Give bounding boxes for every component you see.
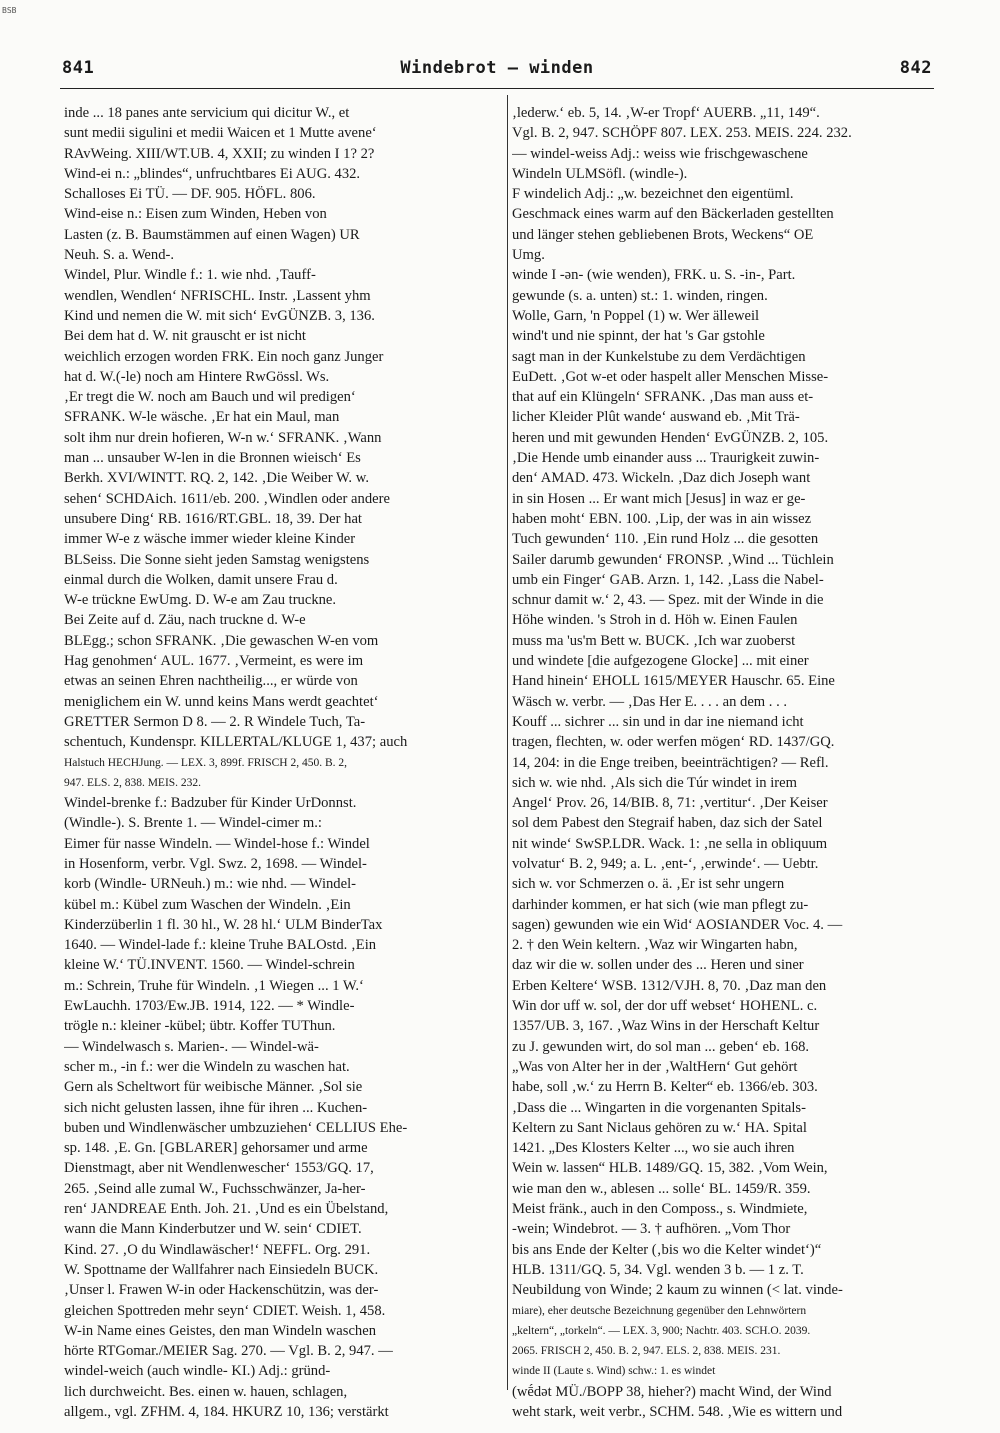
text-line: ‚lederw.‘ eb. 5, 14. ‚W-er Tropf‘ AUERB. „11, 149“. <box>512 105 820 121</box>
text-line: habe, soll ‚w.‘ zu Herrn B. Kelter“ eb. 1366/eb. 303. <box>512 1079 818 1096</box>
text-line: BLEgg.; schon SFRANK. ‚Die gewaschen W-en vom <box>64 632 379 649</box>
text-line: lich durchweicht. Bes. einen w. hauen, schlagen, <box>64 1383 348 1400</box>
text-line: licher Kleider Plût wande‘ auswand eb. ‚Mit Trä- <box>512 409 800 426</box>
text-line: — windel-weiss Adj.: weiss wie frischgewaschene <box>512 145 808 162</box>
text-line: winde II (Laute s. Wind) schw.: 1. es windet <box>512 1365 716 1378</box>
text-line: Wind-ei n.: „blindes“, unfruchtbares Ei AUG. 432. <box>64 165 361 182</box>
text-line: Schalloses Ei TÜ. — DF. 905. HÖFL. 806. <box>64 186 316 203</box>
text-line: Lasten (z. B. Baumstämmen auf einen Wagen) UR <box>64 226 360 243</box>
text-line: ‚Er tregt die W. noch am Bauch und wil predigen‘ <box>64 389 356 406</box>
text-line: BLSeiss. Die Sonne sieht jeden Samstag wenigstens <box>64 551 370 568</box>
text-line: weichlich erzogen worden FRK. Ein noch ganz Junger <box>64 348 384 365</box>
text-line: — Windelwasch s. Marien-. — Windel-wä- <box>64 1038 319 1055</box>
text-line: sol dem Pabest den Stegraif haben, daz sich der Satel <box>512 815 823 832</box>
text-line: (Windle-). S. Brente 1. — Windel-cimer m.: <box>64 815 322 832</box>
text-line: Neubildung von Winde; 2 kaum zu winnen (< lat. vinde- <box>512 1282 843 1299</box>
text-line: W-e trückne EwUmg. D. W-e am Zau truckne. <box>64 592 337 609</box>
text-line: schentuch, Kundenspr. KILLERTAL/KLUGE 1, 437; auch <box>64 734 408 751</box>
text-line: (wḗdǝt MÜ./BOPP 38, hieher?) macht Wind, der Wind <box>512 1383 832 1400</box>
text-line: ren‘ JANDREAE Enth. Joh. 21. ‚Und es ein Übelstand, <box>64 1201 389 1218</box>
text-line: Kinderzüberlin 1 fl. 30 hl., W. 28 hl.‘ ULM BinderTax <box>64 916 383 933</box>
text-line: Berkh. XVI/WINTT. RQ. 2, 142. ‚Die Weiber W. w. <box>64 470 369 487</box>
text-line: Kouff ... sichrer ... sin und in dar ine niemand icht <box>512 713 804 730</box>
text-line: wie man den w., ablesen ... solle‘ BL. 1459/R. 359. <box>512 1180 811 1197</box>
text-line: sich w. vor Schmerzen o. ä. ‚Er ist sehr ungern <box>512 876 785 893</box>
text-line: windel-weich (auch windle- KI.) Adj.: gründ- <box>64 1363 331 1380</box>
text-line: trögle n.: kleiner -kübel; übtr. Koffer TUThun. <box>64 1018 336 1035</box>
text-line: sehen‘ SCHDAich. 1611/eb. 200. ‚Windlen oder andere <box>64 490 390 507</box>
text-line: -wein; Windebrot. — 3. † aufhören. „Vom Thor <box>512 1221 791 1238</box>
text-line: Windel, Plur. Windle f.: 1. wie nhd. ‚Tauff- <box>64 267 316 284</box>
text-line: scher m., -in f.: wer die Windeln zu waschen hat. <box>64 1058 350 1075</box>
page-header <box>62 58 932 84</box>
text-line: Kind. 27. ‚O du Windlawäscher!‘ NEFFL. Org. 291. <box>64 1241 371 1258</box>
text-line: gewunde (s. a. unten) st.: 1. winden, ringen. <box>512 287 768 304</box>
text-line: Hand hinein‘ EHOLL 1615/MEYER Hauschr. 65. Eine <box>512 673 835 690</box>
text-line: den‘ AMAD. 473. Wickeln. ‚Daz dich Joseph want <box>512 470 811 487</box>
text-line: „Was von Alter her in der ‚WaltHern‘ Gut gehört <box>512 1058 798 1075</box>
text-line: Sailer darumb gewunden‘ FRONSP. ‚Wind ... Tüchlein <box>512 551 834 568</box>
text-line: haben moht‘ EBN. 100. ‚Lip, der was in ain wissez <box>512 510 812 527</box>
header-rule <box>60 88 934 89</box>
text-line: 2. † den Wein keltern. ‚Waz wir Wingarten habn, <box>512 937 798 954</box>
text-line: winde I -ǝn- (wie wenden), FRK. u. S. -in-, Part. <box>512 267 796 284</box>
text-line: EwLauchh. 1703/Ew.JB. 1914, 122. — * Windle- <box>64 998 355 1015</box>
text-line: HLB. 1311/GQ. 5, 34. Vgl. wenden 3 b. — 1 z. T. <box>512 1261 804 1278</box>
text-line: ‚Dass die ... Wingarten in die vorgenanten Spitals- <box>512 1099 806 1116</box>
text-line: sp. 148. ‚E. Gn. [GBLARER] gehorsamer und arme <box>64 1140 368 1157</box>
text-line: Halstuch HECHJung. — LEX. 3, 899f. FRISCH 2, 450. B. 2, <box>64 756 348 769</box>
text-line: SFRANK. W-le wäsche. ‚Er hat ein Maul, man <box>64 409 340 426</box>
left-column <box>64 103 502 1422</box>
text-line: Angel‘ Prov. 26, 14/BIB. 8, 71: ‚vertitur‘. ‚Der Keiser <box>512 795 828 812</box>
text-line: Eimer für nasse Windeln. — Windel-hose f.: Windel <box>64 835 370 852</box>
text-line: Meist fränk., auch in den Composs., s. Windmiete, <box>512 1201 808 1218</box>
text-line: unsubere Ding‘ RB. 1616/RT.GBL. 18, 39. Der hat <box>64 510 362 527</box>
text-line: ‚Unser l. Frawen W-in oder Hackenschützin, was der- <box>64 1282 379 1299</box>
page-number-right: 842 <box>899 58 932 78</box>
text-line: Win dor uff w. sol, der dor uff webset‘ HOHENL. c. <box>512 998 818 1015</box>
text-line: Dienstmagt, aber nit Wendlenwescher‘ 1553/GQ. 17, <box>64 1160 374 1177</box>
text-line: Wind-eise n.: Eisen zum Winden, Heben von <box>64 206 327 223</box>
text-line: muss ma 'us'm Bett w. BUCK. ‚Ich war zuoberst <box>512 632 796 649</box>
text-line: Wolle, Garn, 'n Poppel (1) w. Wer älleweil <box>512 307 760 324</box>
text-line: Kind und nemen die W. mit sich‘ EvGÜNZB. 3, 136. <box>64 307 375 324</box>
text-line: volvatur‘ B. 2, 949; a. L. ‚ent-‘, ‚erwinde‘. — Uebtr. <box>512 855 819 872</box>
text-line: Wäsch w. verbr. — ‚Das Her E. . . . an dem . . . <box>512 693 788 710</box>
text-line: RAvWeing. XIII/WT.UB. 4, XXII; zu winden I 1? 2? <box>64 145 375 162</box>
text-line: Wein w. lassen“ HLB. 1489/GQ. 15, 382. ‚Vom Wein, <box>512 1160 828 1177</box>
text-line: weht stark, weit verbr., SCHM. 548. ‚Wie es wittern und <box>512 1404 843 1420</box>
text-line: kübel m.: Kübel zum Waschen der Windeln. ‚Ein <box>64 896 351 913</box>
text-line: W. Spottname der Wallfahrer nach Einsiedeln BUCK. <box>64 1261 379 1278</box>
right-column <box>512 103 950 1422</box>
text-line: sich nicht gelusten lassen, ihne für ihren ... Kuchen- <box>64 1099 368 1116</box>
text-line: in sin Hosen ... Er want mich [Jesus] in waz er ge- <box>512 490 806 507</box>
text-line: „keltern“, „torkeln“. — LEX. 3, 900; Nachtr. 403. SCH.O. 2039. <box>512 1324 811 1337</box>
text-line: GRETTER Sermon D 8. — 2. R Windele Tuch, Ta- <box>64 713 366 730</box>
text-line: allgem., vgl. ZFHM. 4, 184. HKURZ 10, 136; verstärkt <box>64 1404 389 1420</box>
text-line: ‚Die Hende umb einander auss ... Traurigkeit zuwin- <box>512 450 820 467</box>
text-line: und windete [die aufgezogene Glocke] ... mit einer <box>512 653 809 670</box>
text-line: kleine W.‘ TÜ.INVENT. 1560. — Windel-schrein <box>64 957 355 974</box>
text-line: solt ihm nur drein hofieren, W-n w.‘ SFRANK. ‚Wann <box>64 429 382 446</box>
text-line: daz wir die w. sollen under des ... Heren und siner <box>512 957 804 974</box>
page-number-left: 841 <box>62 58 95 78</box>
text-line: tragen, flechten, w. oder werfen mögen‘ RD. 1437/GQ. <box>512 734 835 751</box>
text-line: in Hosenform, verbr. Vgl. Swz. 2, 1698. — Windel- <box>64 855 367 872</box>
text-line: Gern als Scheltwort für weibische Männer. ‚Sol sie <box>64 1079 363 1096</box>
text-line: Geschmack eines warm auf den Bäckerladen gestellten <box>512 206 834 223</box>
text-line: that auf ein Klüngeln‘ SFRANK. ‚Das man auss et- <box>512 389 814 406</box>
text-line: Erben Keltere‘ WSB. 1312/VJH. 8, 70. ‚Daz man den <box>512 977 827 994</box>
text-line: sich w. wie nhd. ‚Als sich die Túr windet in irem <box>512 774 797 791</box>
text-line: korb (Windle- URNeuh.) m.: wie nhd. — Windel- <box>64 876 356 893</box>
text-line: 2065. FRISCH 2, 450. B. 2, 947. ELS. 2, 838. MEIS. 231. <box>512 1345 781 1358</box>
text-line: etwas an seinen Ehren nachtheilig..., er würde von <box>64 673 358 690</box>
text-line: Keltern zu Sant Niclaus gehören zu w.‘ HA. Spital <box>512 1119 807 1136</box>
text-line: Hag genohmen‘ AUL. 1677. ‚Vermeint, es were im <box>64 653 364 670</box>
text-line: 265. ‚Seind alle zumal W., Fuchsschwänzer, Ja-her- <box>64 1180 366 1197</box>
text-line: Höhe winden. 's Stroh in d. Höh w. Einen Faulen <box>512 612 798 629</box>
text-line: Vgl. B. 2, 947. SCHÖPF 807. LEX. 253. MEIS. 224. 232. <box>512 125 852 142</box>
text-line: hörte RTGomar./MEIER Sag. 270. — Vgl. B. 2, 947. — <box>64 1343 393 1360</box>
text-line: einmal durch die Wolken, damit unsere Frau d. <box>64 571 338 588</box>
text-line: Neuh. S. a. Wend-. <box>64 247 175 264</box>
text-line: sagen) gewunden wie ein Wid‘ AOSIANDER Voc. 4. — <box>512 916 843 933</box>
text-line: inde ... 18 panes ante servicium qui dicitur W., et <box>64 105 350 121</box>
text-line: Bei dem hat d. W. nit grauscht er ist nicht <box>64 328 306 345</box>
running-title: Windebrot — winden <box>400 58 594 78</box>
text-line: Windel-brenke f.: Badzuber für Kinder UrDonnst. <box>64 795 357 812</box>
text-line: wann die Mann Kinderbutzer und W. sein‘ CDIET. <box>64 1221 362 1238</box>
text-line: 1357/UB. 3, 167. ‚Waz Wins in der Herschaft Keltur <box>512 1018 820 1035</box>
text-line: buben und Windlenwäscher umbzuziehen‘ CELLIUS Ehe- <box>64 1119 408 1136</box>
text-line: 14, 204: in die Enge treiben, beeinträchtigen? — Refl. <box>512 754 829 771</box>
library-mark: BSB <box>2 6 17 15</box>
text-line: man ... unsauber W-len in die Bronnen wieisch‘ Es <box>64 450 361 467</box>
text-line: schnur damit w.‘ 2, 43. — Spez. mit der Winde in die <box>512 592 824 609</box>
text-line: gleichen Spottreden mehr seyn‘ CDIET. Weish. 1, 458. <box>64 1302 386 1319</box>
text-line: Bei Zeite auf d. Zäu, nach truckne d. W-e <box>64 612 306 629</box>
text-line: Tuch gewunden‘ 110. ‚Ein rund Holz ... die gesotten <box>512 531 819 548</box>
text-line: und länger stehen gebliebenen Brots, Weckens“ OE <box>512 226 814 243</box>
text-line: Umg. <box>512 247 545 264</box>
text-line: meniglichem ein W. unnd keins Mans werdt geachtet‘ <box>64 693 379 710</box>
text-line: Windeln ULMSöfl. (windle-). <box>512 165 688 182</box>
text-line: wind't und nie spinnt, der hat 's Gar gstohle <box>512 328 765 345</box>
text-line: sagt man in der Kunkelstube zu dem Verdächtigen <box>512 348 806 365</box>
text-line: W-in Name eines Geistes, den man Windeln waschen <box>64 1322 377 1339</box>
text-line: EuDett. ‚Got w-et oder haspelt aller Menschen Misse- <box>512 368 829 385</box>
column-divider <box>507 95 508 1390</box>
text-line: wendlen, Wendlen‘ NFRISCHL. Instr. ‚Lassent yhm <box>64 287 371 304</box>
text-line: miare), eher deutsche Bezeichnung gegenüber den Lehnwörtern <box>512 1304 807 1317</box>
text-line: immer W-e z wäsche immer wieder kleine Kinder <box>64 531 356 548</box>
text-line: 947. ELS. 2, 838. MEIS. 232. <box>64 776 202 789</box>
text-line: hat d. W.(-le) noch am Hintere RwGössl. Ws. <box>64 368 330 385</box>
text-line: darhinder kommen, er hat sich (wie man pflegt zu- <box>512 896 809 913</box>
text-line: 1421. „Des Klosters Kelter ..., wo sie auch ihren <box>512 1140 795 1157</box>
text-line: bis ans Ende der Kelter (‚bis wo die Kelter windet‘)“ <box>512 1241 822 1258</box>
text-line: zu J. gewunden wirt, do sol man ... geben‘ eb. 168. <box>512 1038 810 1055</box>
text-line: m.: Schrein, Truhe für Windeln. ‚1 Wiegen ... 1 W.‘ <box>64 977 364 994</box>
text-line: 1640. — Windel-lade f.: kleine Truhe BALOstd. ‚Ein <box>64 937 377 954</box>
text-line: F windelich Adj.: „w. bezeichnet den eigentüml. <box>512 186 794 203</box>
text-line: heren und mit gewunden Henden‘ EvGÜNZB. 2, 105. <box>512 429 829 446</box>
text-line: sunt medii sigulini et medii Waicen et 1 Mutte avene‘ <box>64 125 377 142</box>
text-line: nit winde‘ SwSP.LDR. Wack. 1: ‚ne sella in obliquum <box>512 835 828 852</box>
text-line: umb ein Finger‘ GAB. Arzn. 1, 142. ‚Lass die Nabel- <box>512 571 824 588</box>
